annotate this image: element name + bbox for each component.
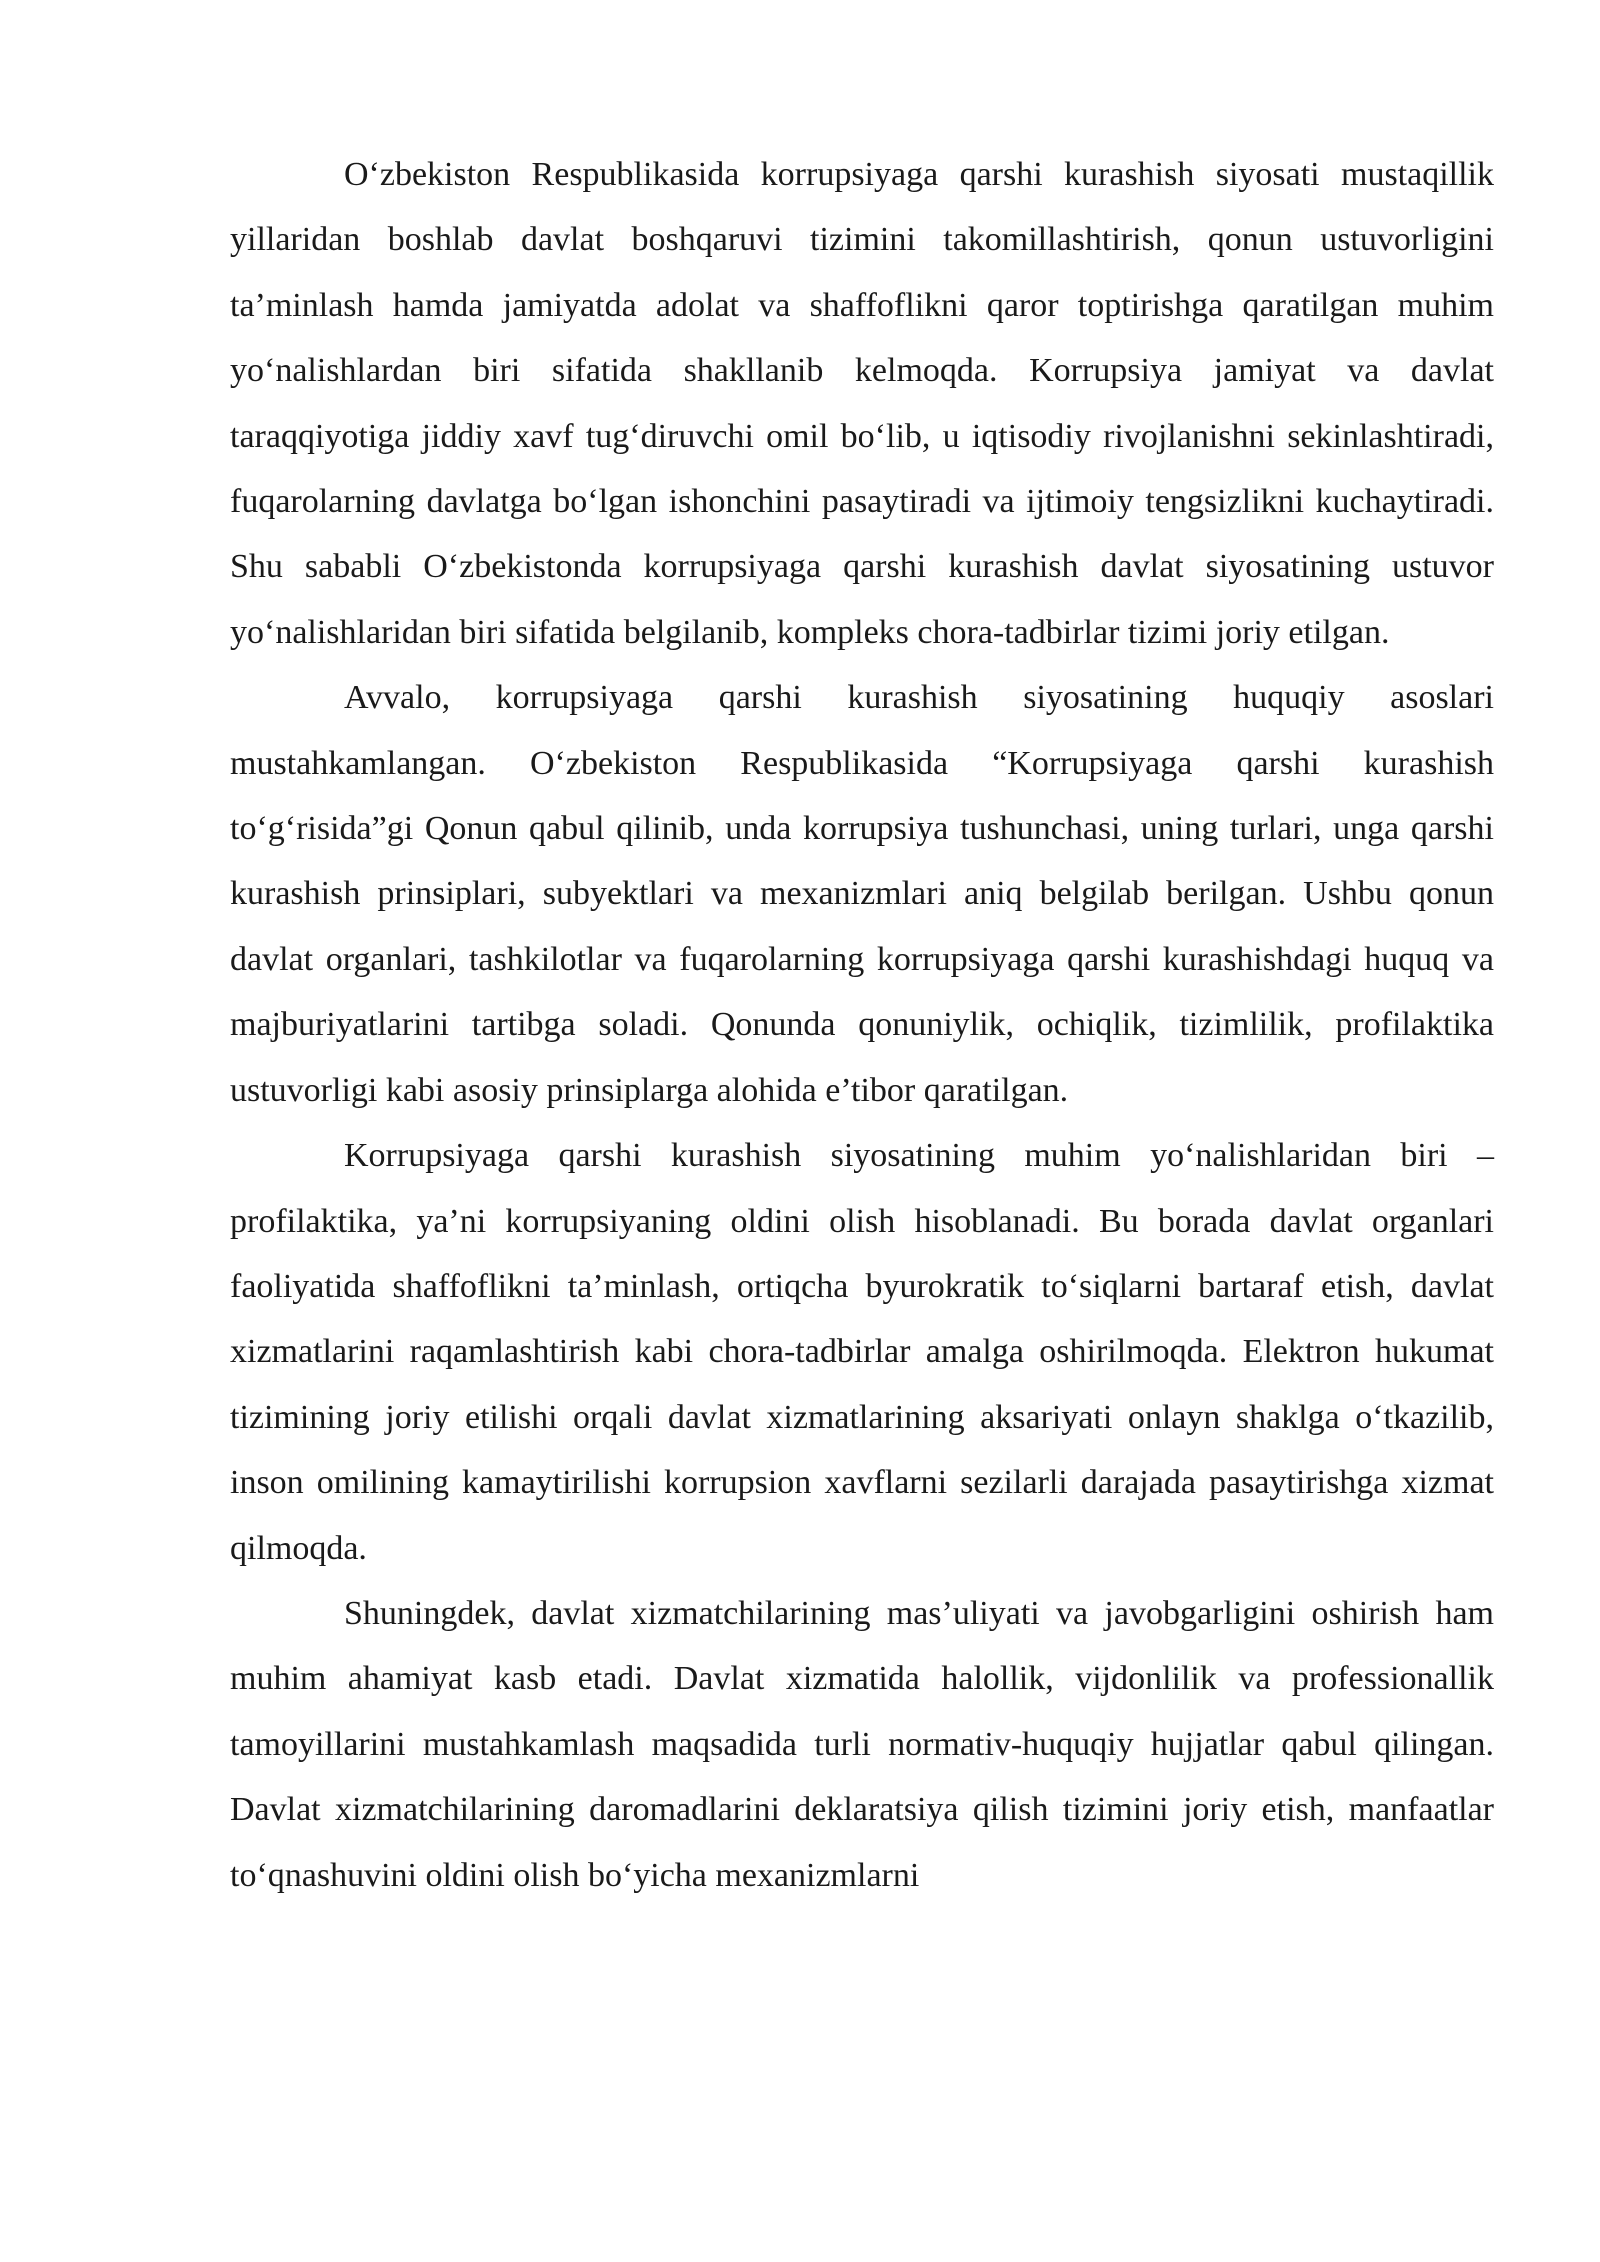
paragraph-2: Avvalo, korrupsiyaga qarshi kurashish siyosatining huquqiy asoslari mustahkamlangan. O‘zbekiston Respublikasida “Korrupsiyaga qarshi kurashish to‘g‘risida”gi Qonun qabul qilinib, unda korrupsiya tushunchasi, uning turlari, unga qarshi kurashish prinsiplari, subyektlari va mexanizmlari aniq belgilab berilgan. Ushbu qonun davlat organlari, tashkilotlar va fuqarolarning korrupsiyaga qarshi kurashishdagi huquq va majburiyatlarini tartibga soladi. Qonunda qonuniylik, ochiqlik, tizimlilik, profilaktika ustuvorligi kabi asosiy prinsiplarga alohida e’tibor qaratilgan. — [230, 679, 1494, 1109]
paragraph-4: Shuningdek, davlat xizmatchilarining mas’uliyati va javobgarligini oshirish ham muhim ahamiyat kasb etadi. Davlat xizmatida halollik, vijdonlilik va professionallik tamoyillarini mustahkamlash maqsadida turli normativ-huquqiy hujjatlar qabul qilingan. Davlat xizmatchilarining daromadlarini deklaratsiya qilish tizimini joriy etish, manfaatlar to‘qnashuvini oldini olish bo‘yicha mexanizmlarni — [230, 1594, 1494, 1894]
paragraph-1: O‘zbekiston Respublikasida korrupsiyaga qarshi kurashish siyosati mustaqillik yillaridan boshlab davlat boshqaruvi tizimini takomillashtirish, qonun ustuvorligini ta’minlash hamda jamiyatda adolat va shaffoflikni qaror toptirishga qaratilgan muhim yo‘nalishlardan biri sifatida shakllanib kelmoqda. Korrupsiya jamiyat va davlat taraqqiyotiga jiddiy xavf tug‘diruvchi omil bo‘lib, u iqtisodiy rivojlanishni sekinlashtiradi, fuqarolarning davlatga bo‘lgan ishonchini pasaytiradi va ijtimoiy tengsizlikni kuchaytiradi. Shu sababli O‘zbekistonda korrupsiyaga qarshi kurashish davlat siyosatining ustuvor yo‘nalishlaridan biri sifatida belgilanib, kompleks chora-tadbirlar tizimi joriy etilgan. — [230, 156, 1494, 651]
document-body — [230, 142, 1494, 1908]
paragraph-3: Korrupsiyaga qarshi kurashish siyosatining muhim yo‘nalishlaridan biri – profilaktika, ya’ni korrupsiyaning oldini olish hisoblanadi. Bu borada davlat organlari faoliyatida shaffoflikni ta’minlash, ortiqcha byurokratik to‘siqlarni bartaraf etish, davlat xizmatlarini raqamlashtirish kabi chora-tadbirlar amalga oshirilmoqda. Elektron hukumat tizimining joriy etilishi orqali davlat xizmatlarining aksariyati onlayn shaklga o‘tkazilib, inson omilining kamaytirilishi korrupsion xavflarni sezilarli darajada pasaytirishga xizmat qilmoqda. — [230, 1137, 1494, 1567]
